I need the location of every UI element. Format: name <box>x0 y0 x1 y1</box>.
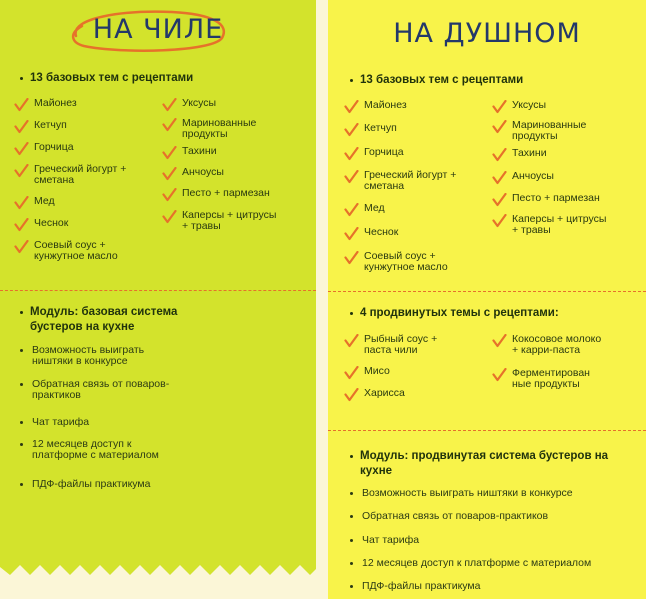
check-icon <box>492 368 507 382</box>
check-icon <box>162 210 177 224</box>
check-icon <box>344 366 359 380</box>
check-icon <box>14 164 29 178</box>
list-item: ПДФ-файлы практикума <box>350 581 640 597</box>
list-item: Греческий йогурт + сметана <box>344 170 494 203</box>
list-item: 12 месяцев доступ к платформе с материалом <box>350 558 640 581</box>
list-item: ПДФ-файлы практикума <box>20 479 200 497</box>
list-item: Уксусы <box>162 98 312 118</box>
list-item: Каперсы + цитрусы + травы <box>162 210 312 238</box>
check-icon <box>492 120 507 134</box>
torn-edge-decoration <box>0 529 316 599</box>
list-item: Харисса <box>344 388 494 410</box>
bullet-icon <box>20 443 23 446</box>
topics-list-col2 <box>162 98 312 238</box>
list-item: Анчоусы <box>492 171 644 193</box>
check-icon <box>162 167 177 181</box>
list-item: Мед <box>14 196 164 218</box>
list-item: Анчоусы <box>162 167 312 188</box>
check-icon <box>344 251 359 265</box>
list-item: Соевый соус + кунжутное масло <box>14 240 164 272</box>
bullet-icon <box>20 483 23 486</box>
module-header: Модуль: базовая система бустеров на кухне <box>30 306 178 333</box>
topics-header: 13 базовых тем с рецептами <box>30 72 194 84</box>
check-icon <box>344 227 359 241</box>
check-icon <box>14 218 29 232</box>
check-icon <box>344 388 359 402</box>
list-item: Возможность выиграть ништяки в конкурсе <box>20 345 200 379</box>
list-item: Кокосовое молоко + карри-паста <box>492 334 644 368</box>
check-icon <box>492 100 507 114</box>
section-divider <box>328 291 646 292</box>
topics-list-col2 <box>492 100 644 240</box>
list-item: Обратная связь от поваров- практиков <box>20 379 200 417</box>
list-item: Тахини <box>492 148 644 171</box>
list-item: Каперсы + цитрусы + травы <box>492 214 644 240</box>
advanced-list-col1 <box>344 334 494 410</box>
topics-header: 13 базовых тем с рецептами <box>360 74 524 86</box>
bullet-icon <box>350 539 353 542</box>
module-header: Модуль: продвинутая система бустеров на кухне <box>360 450 609 477</box>
check-icon <box>14 196 29 210</box>
section-divider <box>0 290 316 291</box>
check-icon <box>14 240 29 254</box>
check-icon <box>344 123 359 137</box>
check-icon <box>162 188 177 202</box>
check-icon <box>162 98 177 112</box>
check-icon <box>162 146 177 160</box>
list-item: Возможность выиграть ништяки в конкурсе <box>350 488 640 511</box>
bullet-icon <box>20 383 23 386</box>
list-item: Тахини <box>162 146 312 167</box>
check-icon <box>492 148 507 162</box>
check-icon <box>14 142 29 156</box>
list-item: Кетчуп <box>344 123 494 147</box>
list-item: Горчица <box>14 142 164 164</box>
list-item: Горчица <box>344 147 494 170</box>
list-item: Соевый соус + кунжутное масло <box>344 251 494 281</box>
topics-list-col1 <box>344 100 494 281</box>
list-item: Чат тарифа <box>350 535 640 558</box>
module-list <box>20 345 200 497</box>
advanced-list-col2 <box>492 334 644 398</box>
tariff-title-stuffy: НА ДУШНОМ <box>393 18 581 49</box>
bullet-icon <box>350 492 353 495</box>
list-item: Майонез <box>14 98 164 120</box>
check-icon <box>14 98 29 112</box>
list-item: Чеснок <box>14 218 164 240</box>
list-item: Ферментирован ные продукты <box>492 368 644 398</box>
check-icon <box>14 120 29 134</box>
check-icon <box>344 170 359 184</box>
list-item: Маринованные продукты <box>492 120 644 148</box>
bullet-icon <box>20 349 23 352</box>
check-icon <box>492 193 507 207</box>
list-item: Майонез <box>344 100 494 123</box>
module-list <box>350 488 640 597</box>
list-item: Кетчуп <box>14 120 164 142</box>
check-icon <box>344 147 359 161</box>
list-item: Мед <box>344 203 494 227</box>
list-item: Греческий йогурт + сметана <box>14 164 164 196</box>
list-item: Чат тарифа <box>20 417 200 439</box>
check-icon <box>492 171 507 185</box>
check-icon <box>162 118 177 132</box>
bullet-icon <box>350 562 353 565</box>
list-item: 12 месяцев доступ к платформе с материалом <box>20 439 200 479</box>
advanced-topics-header: 4 продвинутых темы с рецептами: <box>360 307 559 319</box>
list-item: Песто + пармезан <box>162 188 312 210</box>
list-item: Песто + пармезан <box>492 193 644 214</box>
check-icon <box>344 203 359 217</box>
bullet-icon <box>350 515 353 518</box>
tariff-chill-panel <box>0 0 316 599</box>
bullet-icon <box>20 421 23 424</box>
check-icon <box>492 214 507 228</box>
tariff-stuffy-panel <box>328 0 646 599</box>
list-item: Чеснок <box>344 227 494 251</box>
list-item: Маринованные продукты <box>162 118 312 146</box>
tariff-title-chill: НА ЧИЛЕ <box>92 14 224 45</box>
list-item: Рыбный соус + паста чили <box>344 334 494 366</box>
list-item: Обратная связь от поваров-практиков <box>350 511 640 535</box>
section-divider <box>328 430 646 431</box>
check-icon <box>344 334 359 348</box>
topics-list-col1 <box>14 98 164 272</box>
check-icon <box>344 100 359 114</box>
list-item: Уксусы <box>492 100 644 120</box>
list-item: Мисо <box>344 366 494 388</box>
bullet-icon <box>350 585 353 588</box>
check-icon <box>492 334 507 348</box>
